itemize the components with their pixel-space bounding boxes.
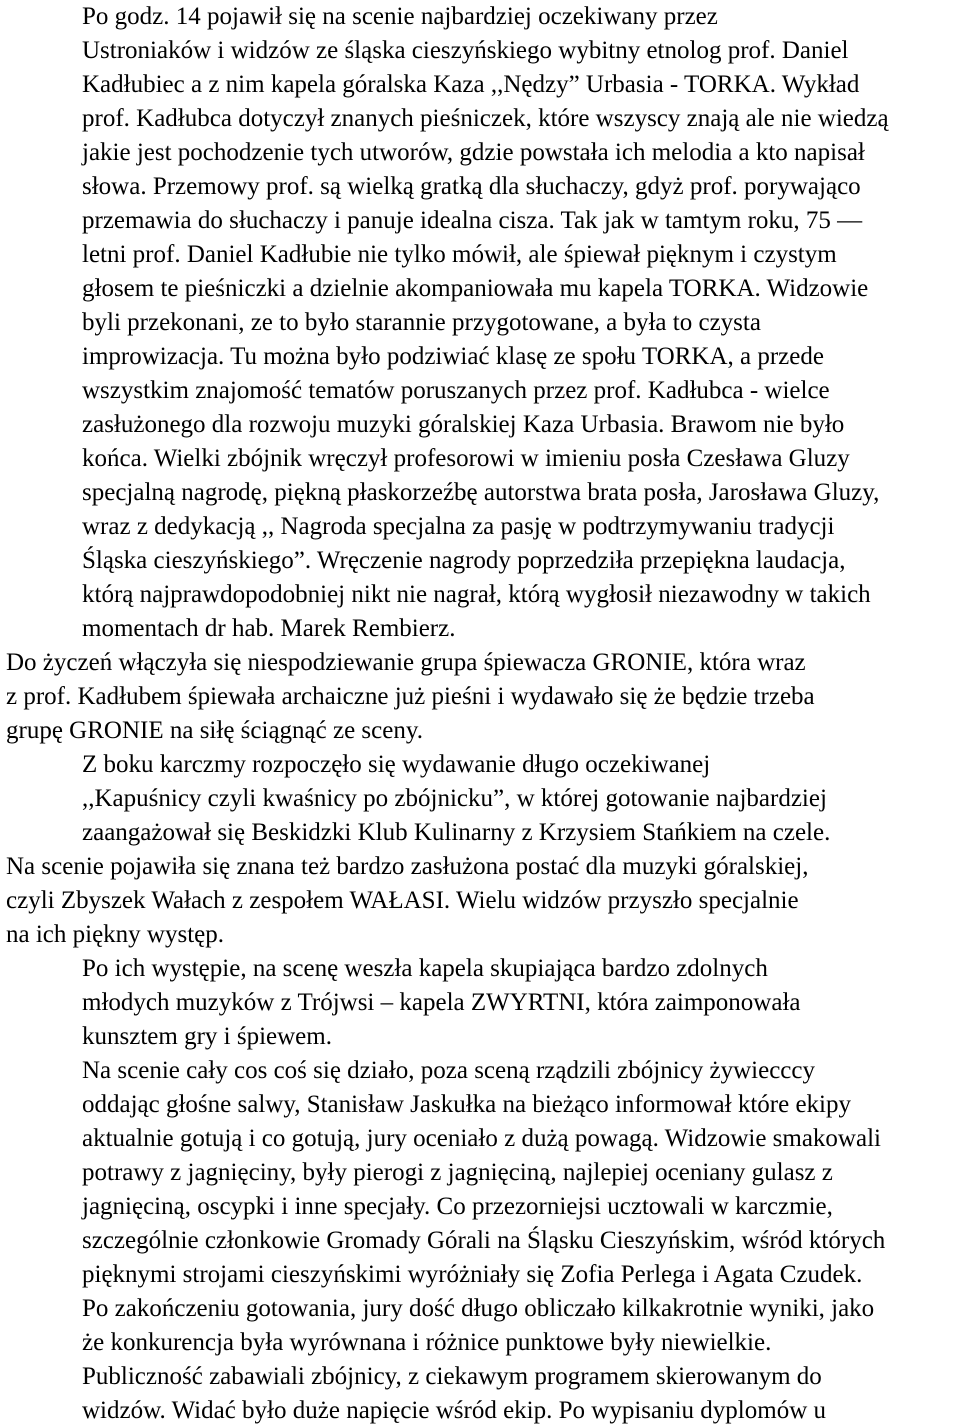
text-line: przemawia do słuchaczy i panuje idealna cisza. Tak jak w tamtym roku, 75 — (82, 207, 863, 234)
paragraph (6, 952, 956, 1054)
paragraph (6, 850, 956, 952)
text-line: Ustroniaków i widzów ze śląska cieszyńskiego wybitny etnolog prof. Daniel (82, 37, 849, 64)
text-line: pięknymi strojami cieszyńskimi wyróżniały się Zofia Perlega i Agata Czudek. (82, 1261, 863, 1288)
document-page (6, 0, 956, 1428)
text-line: potrawy z jagnięciny, były pierogi z jagnięciną, najlepiej oceniany gulasz z (82, 1159, 833, 1186)
text-line: Śląska cieszyńskiego”. Wręczenie nagrody poprzedziła przepiękna laudacja, (82, 547, 846, 574)
text-line: końca. Wielki zbójnik wręczył profesorowi w imieniu posła Czesława Gluzy (82, 445, 850, 472)
text-line: Z boku karczmy rozpoczęło się wydawanie długo oczekiwanej (82, 751, 711, 778)
text-line: na ich piękny występ. (6, 921, 225, 948)
text-line: głosem te pieśniczki a dzielnie akompaniowała mu kapela TORKA. Widzowie (82, 275, 869, 302)
text-line: grupę GRONIE na siłę ściągnąć ze sceny. (6, 717, 423, 744)
text-line: Do życzeń włączyła się niespodziewanie grupa śpiewacza GRONIE, która wraz (6, 649, 806, 676)
text-line: byli przekonani, ze to było starannie przygotowane, a była to czysta (82, 309, 761, 336)
text-line: prof. Kadłubca dotyczył znanych pieśniczek, które wszyscy znają ale nie wiedzą (82, 105, 889, 132)
text-line: szczególnie członkowie Gromady Górali na Śląsku Cieszyńskim, wśród których (82, 1227, 886, 1254)
text-line: aktualnie gotują i co gotują, jury oceniało z dużą powagą. Widzowie smakowali (82, 1125, 881, 1152)
text-line: czyli Zbyszek Wałach z zespołem WAŁASI. Wielu widzów przyszło specjalnie (6, 887, 799, 914)
text-line: młodych muzyków z Trójwsi – kapela ZWYRTNI, która zaimponowała (82, 989, 801, 1016)
text-line: oddając głośne salwy, Stanisław Jaskułka na bieżąco informował które ekipy (82, 1091, 851, 1118)
text-line: wraz z dedykacją ,, Nagroda specjalna za pasję w podtrzymywaniu tradycji (82, 513, 835, 540)
text-line: ,,Kapuśnicy czyli kwaśnicy po zbójnicku”, w której gotowanie najbardziej (82, 785, 827, 812)
text-line: specjalną nagrodę, piękną płaskorzeźbę autorstwa brata posła, Jarosława Gluzy, (82, 479, 880, 506)
text-line: Po ich występie, na scenę weszła kapela skupiająca bardzo zdolnych (82, 955, 768, 982)
paragraph (6, 1054, 956, 1360)
text-line: Na scenie cały cos coś się działo, poza sceną rządzili zbójnicy żywiecccy (82, 1057, 815, 1084)
text-line: improwizacja. Tu można było podziwiać klasę ze społu TORKA, a przede (82, 343, 824, 370)
text-line: jagnięciną, oscypki i inne specjały. Co przezorniejsi ucztowali w karczmie, (82, 1193, 833, 1220)
text-line: Na scenie pojawiła się znana też bardzo zasłużona postać dla muzyki góralskiej, (6, 853, 809, 880)
text-line: słowa. Przemowy prof. są wielką gratką dla słuchaczy, gdyż prof. porywająco (82, 173, 861, 200)
text-line: jakie jest pochodzenie tych utworów, gdzie powstała ich melodia a kto napisał (82, 139, 865, 166)
text-line: wszystkim znajomość tematów poruszanych przez prof. Kadłubca - wielce (82, 377, 830, 404)
text-line: momentach dr hab. Marek Rembierz. (82, 615, 456, 642)
paragraph (6, 1360, 956, 1428)
text-line: Kadłubiec a z nim kapela góralska Kaza ,,Nędzy” Urbasia - TORKA. Wykład (82, 71, 860, 98)
paragraph (6, 646, 956, 748)
text-line: kunsztem gry i śpiewem. (82, 1023, 332, 1050)
text-line: zaangażował się Beskidzki Klub Kulinarny z Krzysiem Stańkiem na czele. (82, 819, 831, 846)
paragraph (6, 748, 956, 850)
text-line: którą najprawdopodobniej nikt nie nagrał, którą wygłosił niezawodny w takich (82, 581, 871, 608)
text-line: Po godz. 14 pojawił się na scenie najbardziej oczekiwany przez (82, 3, 718, 30)
text-line: z prof. Kadłubem śpiewała archaiczne już pieśni i wydawało się że będzie trzeba (6, 683, 815, 710)
text-line: że konkurencja była wyrównana i różnice punktowe były niewielkie. (82, 1329, 772, 1356)
text-line: Publiczność zabawiali zbójnicy, z ciekawym programem skierowanym do (82, 1363, 822, 1390)
text-line: zasłużonego dla rozwoju muzyki góralskiej Kaza Urbasia. Brawom nie było (82, 411, 845, 438)
text-line: Po zakończeniu gotowania, jury dość długo obliczało kilkakrotnie wyniki, jako (82, 1295, 875, 1322)
text-line: widzów. Widać było duże napięcie wśród ekip. Po wypisaniu dyplomów u (82, 1397, 826, 1424)
text-line: letni prof. Daniel Kadłubie nie tylko mówił, ale śpiewał pięknym i czystym (82, 241, 837, 268)
paragraph (6, 0, 956, 646)
